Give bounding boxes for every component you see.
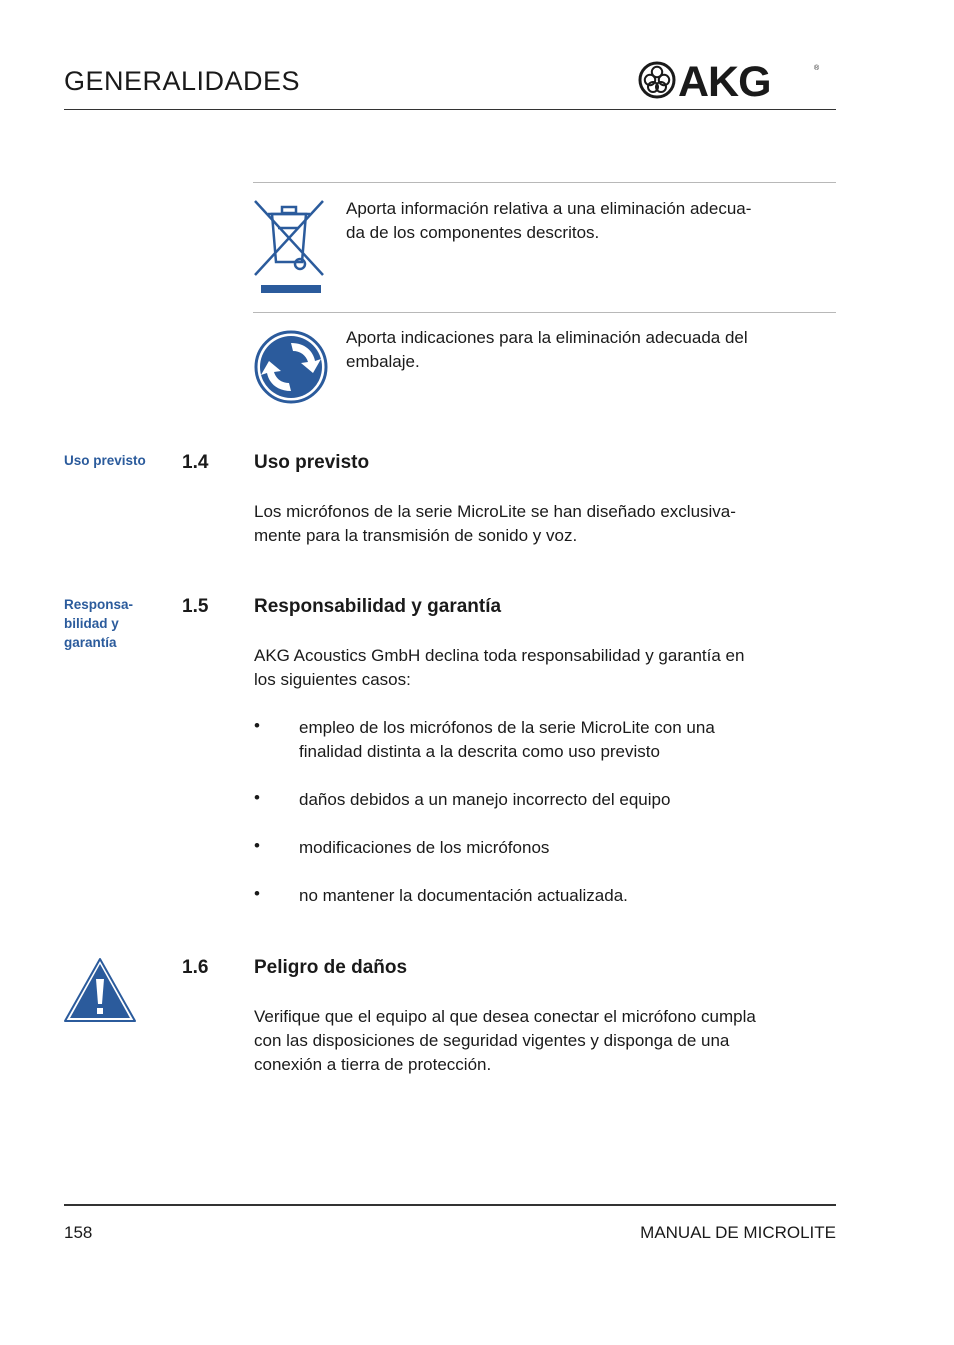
symbol-divider: [253, 182, 836, 183]
list-item: daños debidos a un manejo incorrecto del equipo: [299, 790, 671, 809]
bullet-marker: •: [254, 788, 260, 807]
bullet-marker: •: [254, 884, 260, 903]
section-number: 1.4: [182, 452, 209, 473]
list-item: no mantener la documentación actualizada.: [299, 886, 628, 905]
section-title: Uso previsto: [254, 452, 370, 473]
bullet-marker: •: [254, 716, 260, 735]
footer-rule: [64, 1204, 836, 1206]
bullet-marker: •: [254, 836, 260, 855]
section-number: 1.6: [182, 957, 209, 978]
symbol-description: Aporta indicaciones para la eliminación adecuada del embalaje.: [346, 328, 748, 371]
crossed-out-wheelie-bin-icon: [252, 198, 326, 294]
symbol-divider: [253, 312, 836, 313]
logo-text: AKG: [678, 58, 771, 102]
manual-name: MANUAL DE MICROLITE: [640, 1223, 836, 1242]
registered-mark: ®: [814, 65, 820, 72]
header-rule: [64, 109, 836, 110]
section-paragraph: AKG Acoustics GmbH declina toda responsabilidad y garantía en los siguientes casos:: [254, 646, 745, 689]
margin-note: Responsa- bilidad y garantía: [64, 597, 134, 650]
akg-logo: [638, 58, 838, 102]
list-item: empleo de los micrófonos de la serie MicroLite con una finalidad distinta a la descrita como uso previsto: [299, 718, 715, 761]
margin-note: Uso previsto: [64, 453, 146, 468]
list-item: modificaciones de los micrófonos: [299, 838, 550, 857]
symbol-description: Aporta información relativa a una eliminación adecua- da de los componentes descritos.: [346, 199, 752, 242]
akg-logo-mark-icon: [638, 58, 838, 102]
page-title: GENERALIDADES: [64, 66, 301, 96]
green-dot-recycling-icon: [253, 329, 329, 405]
section-title: Peligro de daños: [254, 957, 408, 978]
section-paragraph: Verifique que el equipo al que desea conectar el micrófono cumpla con las disposiciones de seguridad vigentes y disponga de una conexión a tierra de protección.: [254, 1007, 756, 1074]
page-number: 158: [64, 1223, 93, 1242]
section-paragraph: Los micrófonos de la serie MicroLite se han diseñado exclusiva- mente para la transmisión de sonido y voz.: [254, 502, 736, 545]
warning-triangle-icon: [63, 957, 137, 1023]
section-number: 1.5: [182, 596, 209, 617]
section-title: Responsabilidad y garantía: [254, 596, 502, 617]
